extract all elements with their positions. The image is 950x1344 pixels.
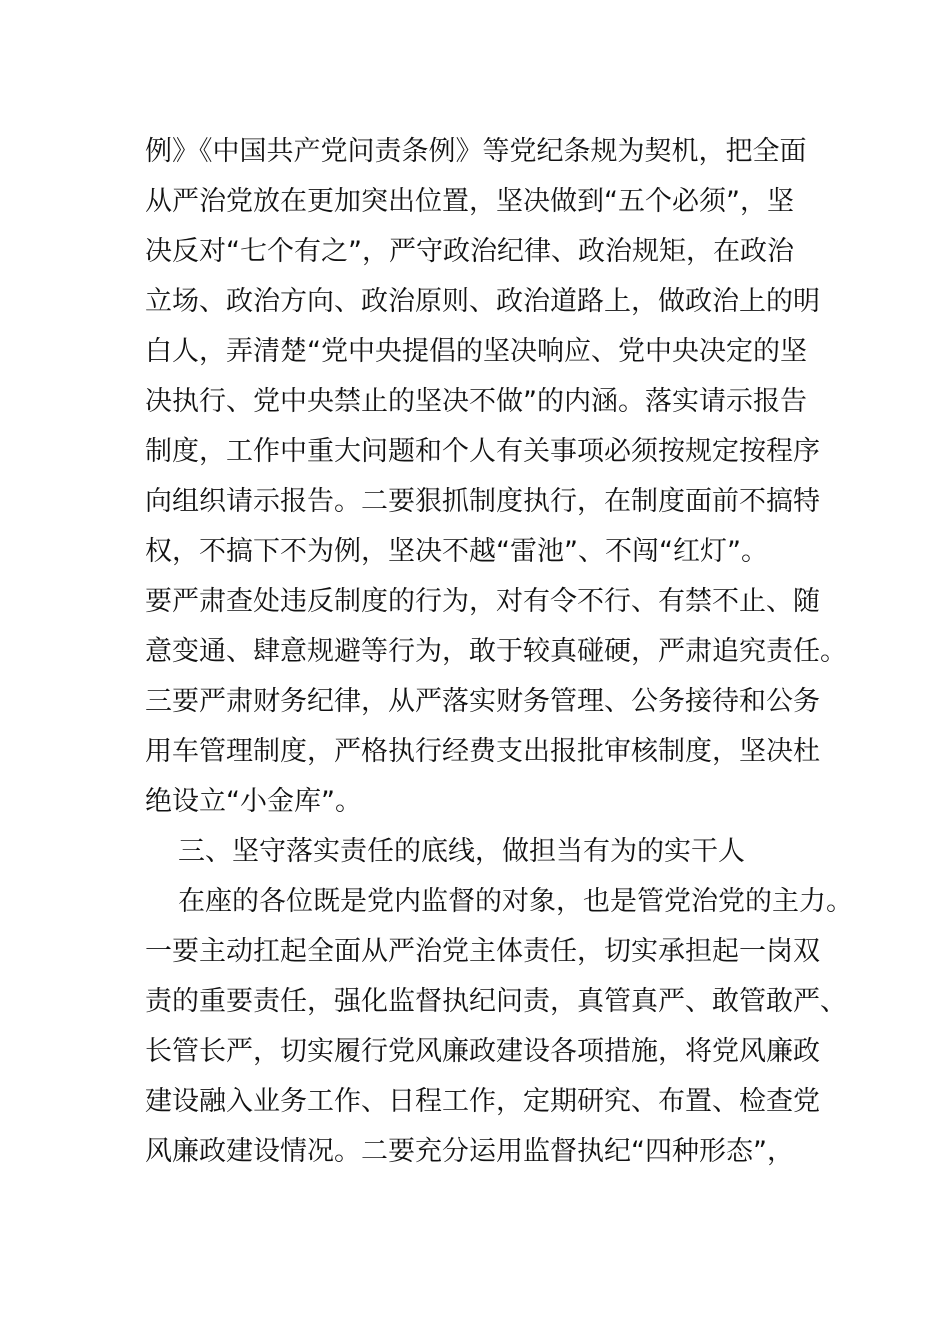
- text-line: 例》《中国共产党问责条例》等党纪条规为契机，把全面: [145, 136, 807, 167]
- text-line: 向组织请示报告。二要狠抓制度执行，在制度面前不搞特: [145, 486, 820, 517]
- text-line: 白人，弄清楚“党中央提倡的坚决响应、党中央决定的坚: [145, 336, 807, 367]
- text-line: 决反对“七个有之”，严守政治纪律、政治规矩，在政治: [145, 236, 794, 267]
- text-line: 制度，工作中重大问题和个人有关事项必须按规定按程序: [145, 436, 820, 467]
- text-line: 要严肃查处违反制度的行为，对有令不行、有禁不止、随: [145, 586, 820, 617]
- text-line: 决执行、党中央禁止的坚决不做”的内涵。落实请示报告: [145, 386, 807, 417]
- text-line: 长管长严，切实履行党风廉政建设各项措施，将党风廉政: [145, 1036, 820, 1067]
- text-line: 在座的各位既是党内监督的对象，也是管党治党的主力。: [178, 886, 853, 917]
- text-line: 意变通、肆意规避等行为，敢于较真碰硬，严肃追究责任。: [145, 636, 847, 667]
- text-line: 三要严肃财务纪律，从严落实财务管理、公务接待和公务: [145, 686, 820, 717]
- section-heading: 三、坚守落实责任的底线，做担当有为的实干人: [178, 836, 745, 867]
- text-line: 风廉政建设情况。二要充分运用监督执纪“四种形态”，: [145, 1136, 794, 1167]
- text-line: 建设融入业务工作、日程工作，定期研究、布置、检查党: [145, 1086, 820, 1117]
- text-line: 一要主动扛起全面从严治党主体责任，切实承担起一岗双: [145, 936, 820, 967]
- text-line: 用车管理制度，严格执行经费支出报批审核制度，坚决杜: [145, 736, 820, 767]
- text-line: 绝设立“小金库”。: [145, 786, 362, 817]
- text-line: 从严治党放在更加突出位置，坚决做到“五个必须”，坚: [145, 186, 794, 217]
- text-line: 责的重要责任，强化监督执纪问责，真管真严、敢管敢严、: [145, 986, 847, 1017]
- text-line: 权，不搞下不为例，坚决不越“雷池”、不闯“红灯”。: [145, 536, 768, 567]
- text-line: 立场、政治方向、政治原则、政治道路上，做政治上的明: [145, 286, 820, 317]
